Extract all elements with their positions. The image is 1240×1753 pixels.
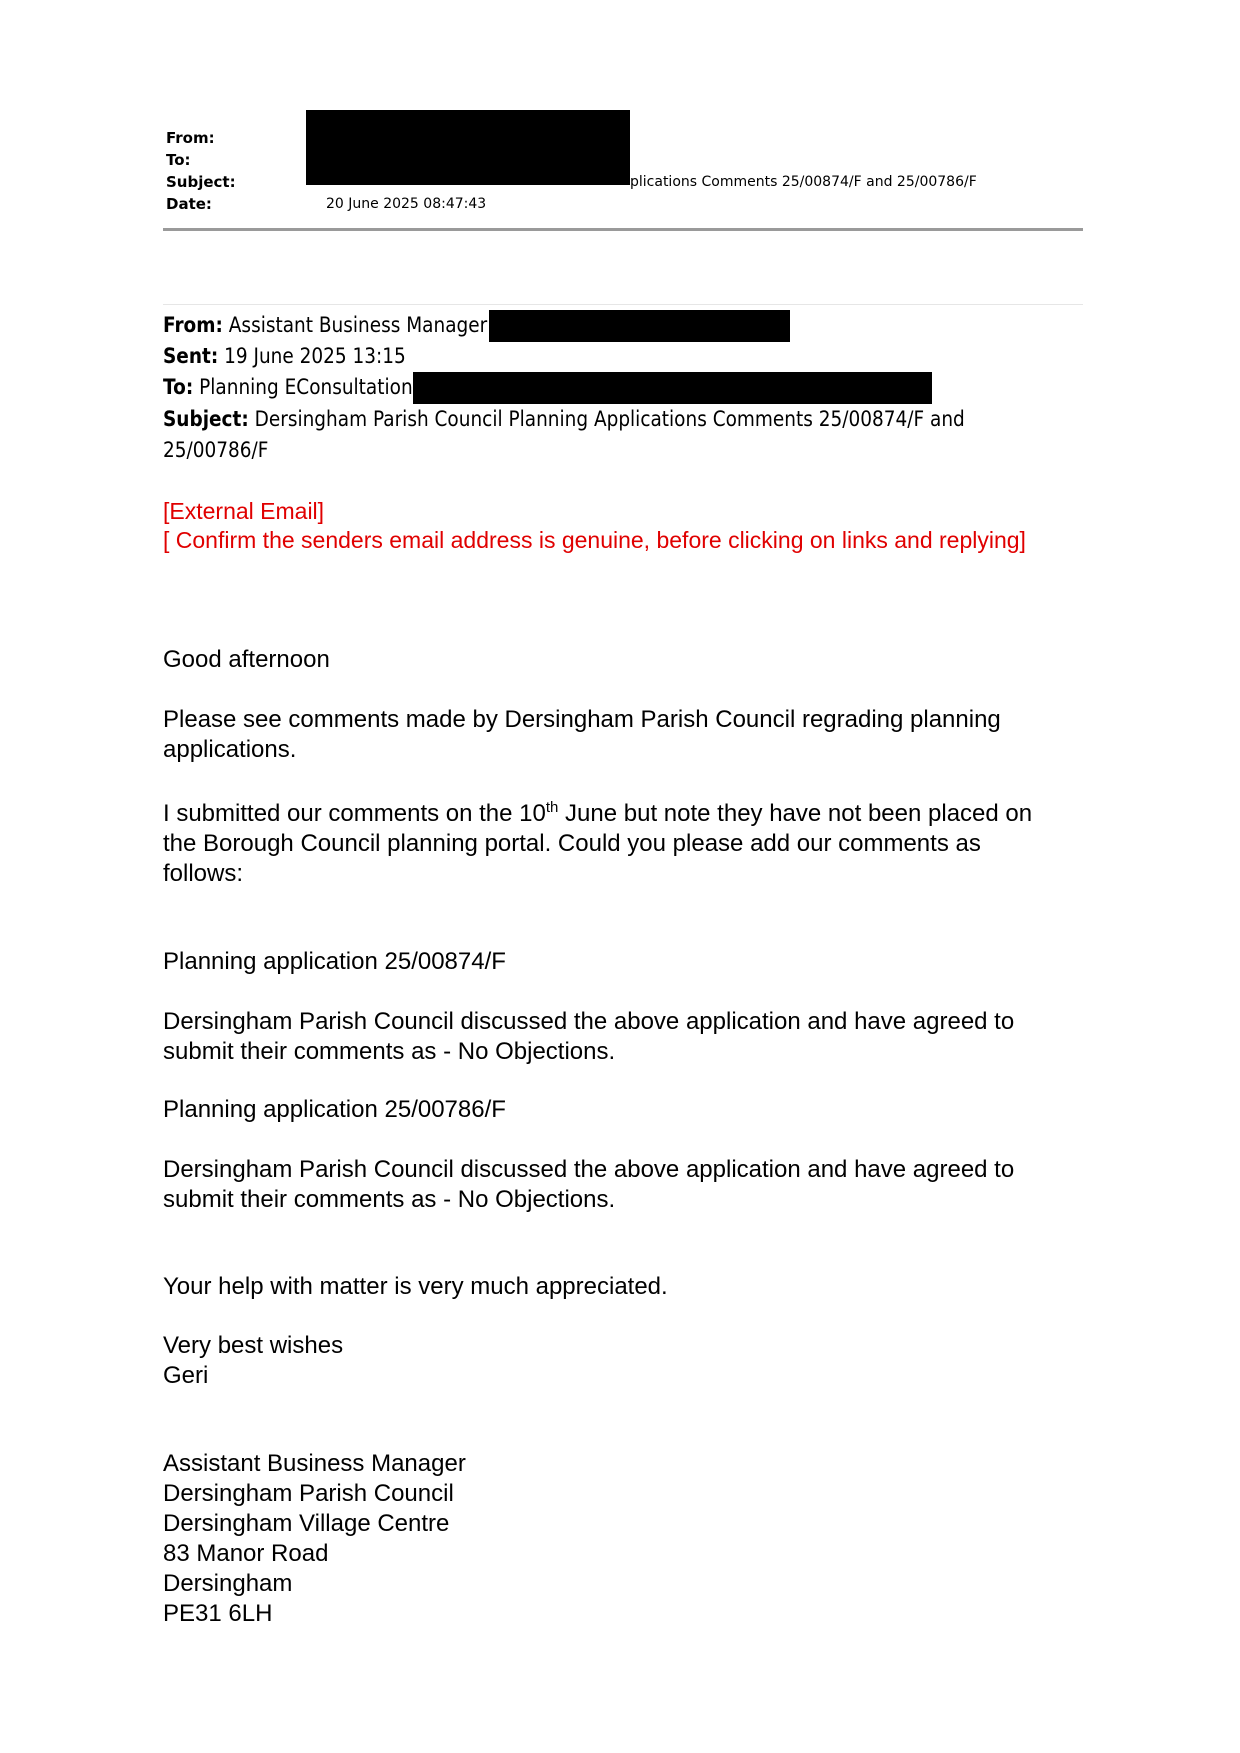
thanks-line: Your help with matter is very much appreciated. (163, 1273, 668, 1300)
header-subject-value: plications Comments 25/00874/F and 25/00786/F (630, 174, 977, 190)
comment-line: Dersingham Parish Council discussed the above application and have agreed to (163, 1008, 1015, 1035)
forwarded-divider (163, 304, 1083, 305)
submitted-line (163, 799, 1093, 829)
signature-town: Dersingham (163, 1570, 293, 1597)
signature-role: Assistant Business Manager (163, 1450, 466, 1477)
greeting: Good afternoon (163, 646, 330, 673)
forwarded-to-label: To: (163, 375, 194, 399)
signature-street: 83 Manor Road (163, 1540, 329, 1567)
forwarded-sent (163, 341, 406, 372)
intro-line: applications. (163, 736, 297, 763)
forwarded-subject-label: Subject: (163, 407, 249, 431)
signature-org: Dersingham Parish Council (163, 1480, 454, 1507)
forwarded-sent-value: 19 June 2025 13:15 (224, 344, 406, 368)
signature-block (163, 1449, 1093, 1629)
application-2-comment (163, 1155, 1093, 1215)
header-date-value: 20 June 2025 08:47:43 (326, 196, 487, 212)
comment-line: submit their comments as - No Objections. (163, 1038, 616, 1065)
forwarded-to-value: Planning EConsultation (199, 375, 413, 399)
forwarded-from-value: Assistant Business Manager (228, 313, 488, 337)
external-email-tag: [External Email] (163, 498, 325, 524)
forwarded-subject (163, 404, 965, 435)
comment-line: submit their comments as - No Objections. (163, 1186, 616, 1213)
submitted-text: I submitted our comments on the 10 (163, 800, 546, 827)
ordinal-suffix: th (545, 799, 559, 816)
external-email-warning: [ Confirm the senders email address is genuine, before clicking on links and replying] (163, 527, 1026, 553)
application-2-title: Planning application 25/00786/F (163, 1096, 506, 1123)
header-to-label: To: (166, 151, 191, 169)
forwarded-subject-cont: 25/00786/F (163, 438, 269, 462)
forwarded-from-label: From: (163, 313, 223, 337)
intro-paragraph (163, 705, 1093, 765)
signoff (163, 1331, 1093, 1391)
header-date-label: Date: (166, 195, 212, 213)
submitted-line: the Borough Council planning portal. Could you please add our comments as (163, 830, 981, 857)
forwarded-sent-label: Sent: (163, 344, 219, 368)
signature-venue: Dersingham Village Centre (163, 1510, 450, 1537)
forwarded-subject-value: Dersingham Parish Council Planning Applications Comments 25/00874/F and (254, 407, 965, 431)
redaction-block (413, 372, 932, 404)
header-from-label: From: (166, 129, 215, 147)
submitted-line: follows: (163, 860, 244, 887)
signoff-line: Very best wishes (163, 1332, 344, 1359)
forwarded-to (163, 372, 413, 403)
comment-line: Dersingham Parish Council discussed the above application and have agreed to (163, 1156, 1015, 1183)
header-subject-label: Subject: (166, 173, 236, 191)
application-1-title: Planning application 25/00874/F (163, 948, 506, 975)
sender-name: Geri (163, 1362, 209, 1389)
application-1-comment (163, 1007, 1093, 1067)
forwarded-from (163, 310, 487, 341)
intro-line: Please see comments made by Dersingham Parish Council regrading planning (163, 706, 1001, 733)
signature-postcode: PE31 6LH (163, 1600, 273, 1627)
redaction-block (489, 310, 790, 342)
redaction-block (306, 110, 630, 185)
header-divider (163, 228, 1083, 231)
submitted-paragraph (163, 799, 1093, 889)
submitted-text: June but note they have not been placed on (558, 800, 1033, 827)
